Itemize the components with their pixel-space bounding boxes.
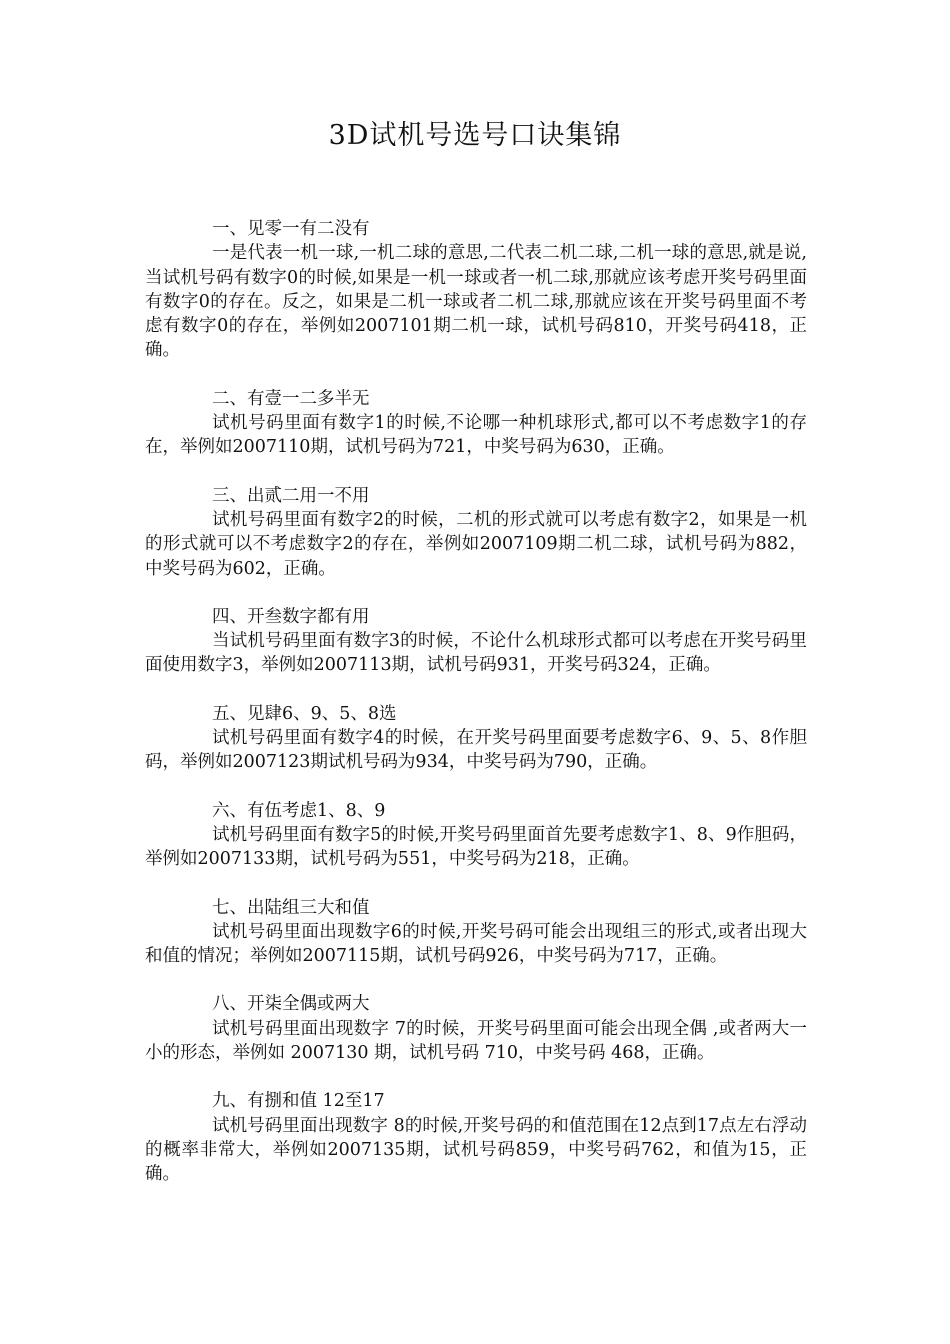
section-8: [145, 992, 807, 1065]
document-body: [145, 217, 807, 1211]
section-heading: 二、有壹一二多半无: [212, 388, 370, 409]
section-3: [145, 484, 807, 581]
section-paragraph: 试机号码里面出现数字 7的时候，开奖号码里面可能会出现全偶 ,或者两大一小的形态，举例如 2007130 期，试机号码 710，中奖号码 468，正确。: [145, 1018, 807, 1064]
section-heading: 五、见肆6、9、5、8选: [212, 703, 397, 724]
section-9: [145, 1089, 807, 1186]
section-paragraph: 试机号码里面出现数字 8的时候,开奖号码的和值范围在12点到17点左右浮动的概率非常大，举例如2007135期，试机号码859，中奖号码762，和值为15，正确。: [145, 1115, 807, 1185]
section-heading: 三、出贰二用一不用: [212, 485, 370, 506]
section-heading: 六、有伍考虑1、8、9: [212, 800, 386, 821]
section-1: [145, 217, 807, 363]
section-paragraph: 试机号码里面有数字4的时候，在开奖号码里面要考虑数字6、9、5、8作胆码，举例如2007123期试机号码为934，中奖号码为790，正确。: [145, 728, 807, 773]
section-paragraph: 试机号码里面有数字1的时候,不论哪一种机球形式,都可以不考虑数字1的存在，举例如2007110期，试机号码为721，中奖号码为630，正确。: [145, 413, 807, 458]
section-paragraph: 试机号码里面有数字5的时候,开奖号码里面首先要考虑数字1、8、9作胆码，举例如2007133期，试机号码为551，中奖号码为218，正确。: [145, 824, 807, 870]
section-heading: 九、有捌和值 12至17: [212, 1091, 385, 1112]
document-title: 3D试机号选号口诀集锦: [328, 120, 622, 151]
section-paragraph: 当试机号码里面有数字3的时候，不论什么机球形式都可以考虑在开奖号码里面使用数字3，举例如2007113期，试机号码931，开奖号码324，正确。: [145, 631, 807, 676]
section-5: [145, 702, 807, 775]
section-paragraph: 试机号码里面出现数字6的时候,开奖号码可能会出现组三的形式,或者出现大和值的情况；举例如2007115期，试机号码926，中奖号码为717，正确。: [145, 921, 807, 967]
section-paragraph: 试机号码里面有数字2的时候，二机的形式就可以考虑有数字2，如果是一机的形式就可以不考虑数字2的存在，举例如2007109期二机二球，试机号码为882，中奖号码为602，正确。: [145, 509, 807, 579]
section-heading: 四、开叁数字都有用: [212, 606, 370, 627]
section-2: [145, 387, 807, 460]
section-heading: 八、开柒全偶或两大: [212, 994, 370, 1015]
section-heading: 七、出陆组三大和值: [212, 897, 370, 918]
section-4: [145, 605, 807, 678]
section-heading: 一、见零一有二没有: [212, 219, 370, 239]
section-paragraph: 一是代表一机一球,一机二球的意思,二代表二机二球,二机一球的意思,就是说,当试机号码有数字0的时候,如果是一机一球或者一机二球,那就应该考虑开奖号码里面有数字0的存在。反之，如果是二机一球或者二机二球,那就应该在开奖号码里面不考虑有数字0的存在，举例如2007101期二机一球，试机号码810，开奖号码418，正确。: [145, 243, 807, 361]
section-6: [145, 799, 807, 872]
section-7: [145, 896, 807, 969]
